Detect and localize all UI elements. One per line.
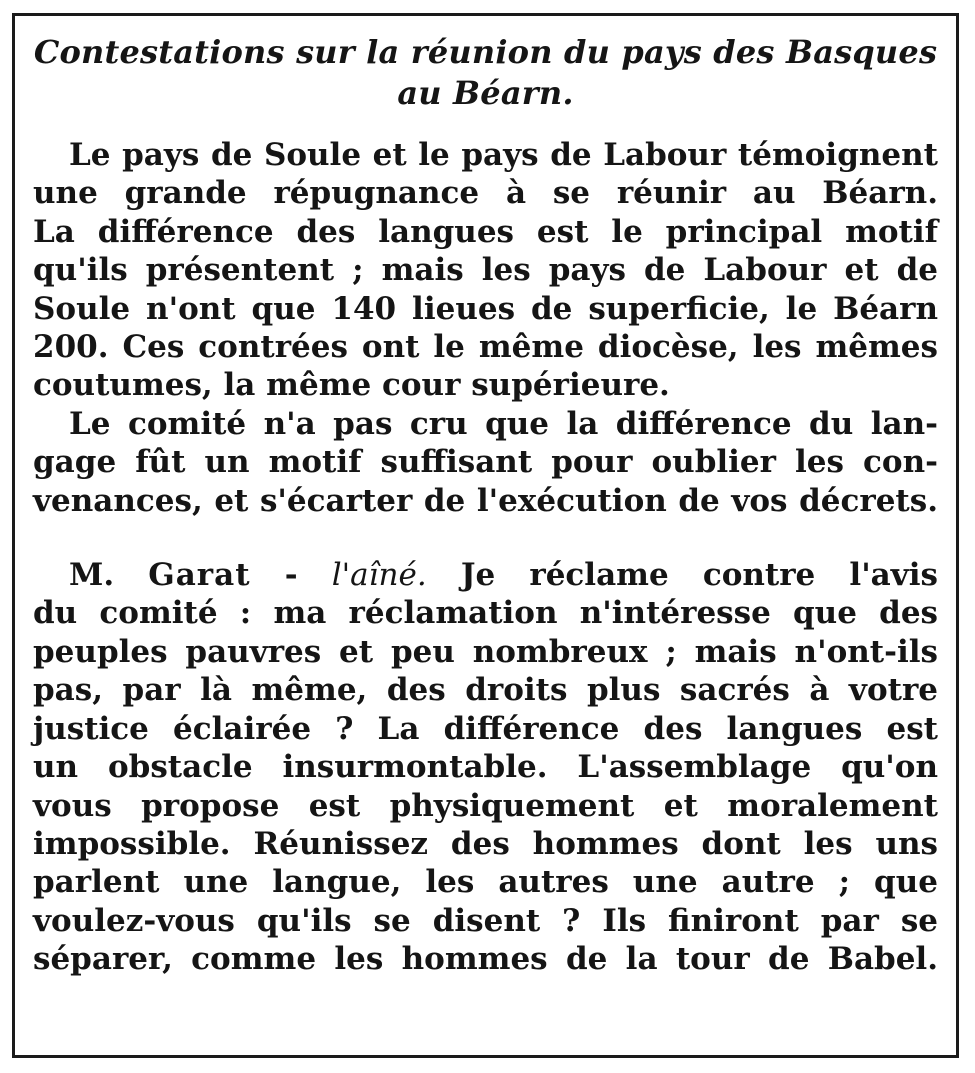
text-line: peuples pauvres et peu nombreux ; mais n'ont-ils (33, 633, 938, 670)
text-line: La différence des langues est le principal motif (33, 213, 938, 250)
text-line: Le pays de Soule et le pays de Labour témoignent (69, 137, 938, 173)
text-line: Soule n'ont que 140 lieues de superficie, le Béarn (33, 290, 938, 327)
text-line: qu'ils présentent ; mais les pays de Labour et de (33, 252, 938, 289)
text-line: impossible. Réunissez des hommes dont les uns (33, 825, 938, 862)
title-line-1: Contestations sur la réunion du pays des Basques (33, 33, 938, 71)
text-line: Le comité n'a pas cru que la différence du lan- (69, 405, 938, 442)
text-line: séparer, comme les hommes de la tour de Babel. (33, 941, 938, 978)
text-line: voulez-vous qu'ils se disent ? Ils finiront par se (33, 902, 938, 939)
speaker-prefix: M. (69, 557, 115, 594)
text-line: 200. Ces contrées ont le même diocèse, les mêmes (33, 329, 938, 366)
text-line: une grande répugnance à se réunir au Béarn. (33, 175, 938, 212)
speech-first-line: M. Garat - l'aîné. Je réclame contre l'avis (69, 557, 939, 594)
speaker-name: Garat (148, 557, 251, 594)
article-frame (12, 13, 959, 1058)
paragraph-comite (33, 405, 938, 520)
paragraph-soule-labour (33, 136, 938, 405)
paragraph-garat-speech (33, 556, 938, 978)
speaker-role: l'aîné. (331, 557, 427, 594)
paragraph-gap (33, 520, 938, 556)
article-title (33, 32, 938, 114)
text-line: venances, et s'écarter de l'exécution de vos décrets. (33, 482, 938, 519)
text-line: justice éclairée ? La différence des langues est (33, 710, 938, 747)
text-line: pas, par là même, des droits plus sacrés à votre (33, 672, 938, 709)
text-line: coutumes, la même cour supérieure. (33, 367, 670, 404)
text-line: du comité : ma réclamation n'intéresse que des (33, 595, 938, 632)
title-line-2: au Béarn. (397, 74, 574, 112)
text-line: un obstacle insurmontable. L'assemblage qu'on (33, 749, 938, 786)
text-line: gage fût un motif suffisant pour oublier les con- (33, 444, 938, 481)
text-line: vous propose est physiquement et moralement (33, 787, 938, 824)
text-line: parlent une langue, les autres une autre ; que (33, 864, 938, 901)
speech-first-line-text: Je réclame contre l'avis (460, 557, 939, 594)
